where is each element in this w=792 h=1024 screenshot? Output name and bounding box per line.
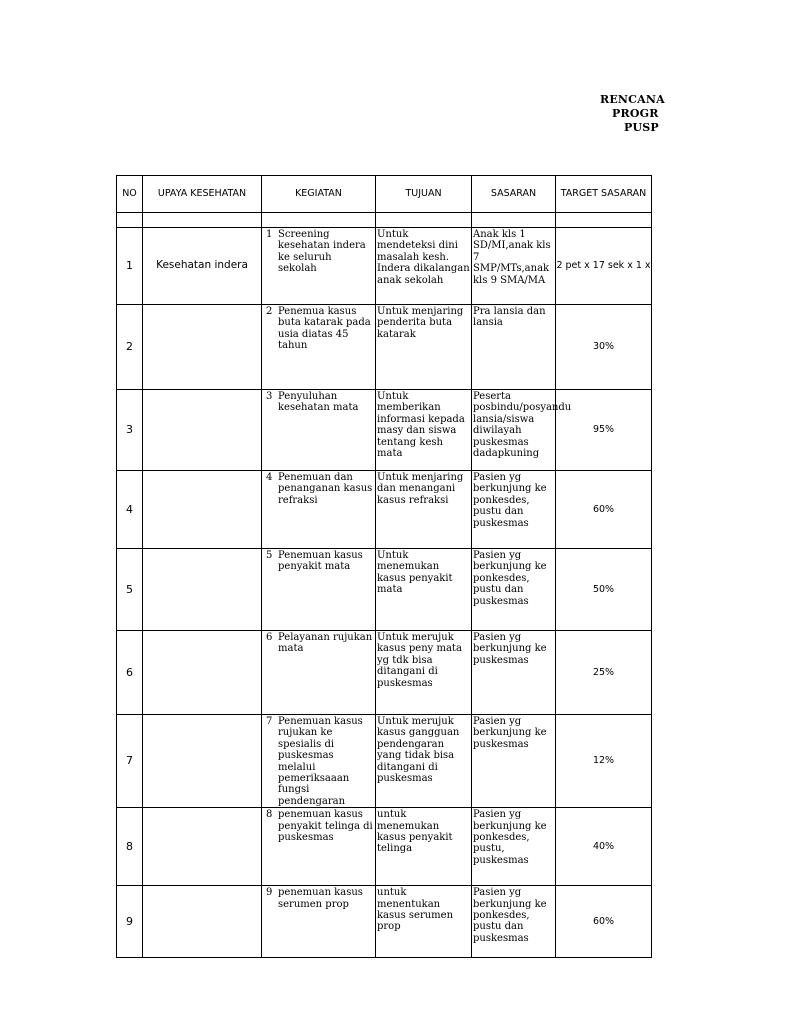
- row-kegiatan: [262, 471, 376, 549]
- sasaran-text: Peserta posbindu/posyandu lansia/siswa diwilayah puskesmas dadapkuning: [473, 391, 572, 460]
- table-row: [117, 549, 652, 631]
- row-target: 60%: [556, 471, 652, 549]
- table-row: [117, 631, 652, 715]
- row-kegiatan: [262, 228, 376, 305]
- row-tujuan: [376, 808, 472, 886]
- kegiatan-text: Pelayanan rujukan mata: [278, 632, 373, 655]
- row-tujuan: [376, 886, 472, 958]
- row-sasaran: [472, 715, 556, 808]
- tujuan-text: Untuk menjaring penderita buta katarak: [377, 306, 464, 340]
- row-kegiatan: [262, 715, 376, 808]
- row-tujuan: [376, 715, 472, 808]
- header-line-1: RENCANA: [600, 93, 665, 106]
- row-sasaran: [472, 228, 556, 305]
- sasaran-text: Pasien yg berkunjung ke ponkesdes, pustu dan puskesmas: [473, 887, 547, 944]
- row-number: 1: [117, 228, 143, 305]
- row-number: 4: [117, 471, 143, 549]
- row-upaya: Kesehatan indera: [143, 228, 262, 305]
- kegiatan-number: 7: [266, 716, 273, 727]
- row-target: 40%: [556, 808, 652, 886]
- row-tujuan: [376, 305, 472, 390]
- table-body: [117, 228, 652, 958]
- table-row: [117, 305, 652, 390]
- kegiatan-text: Penemuan dan penanganan kasus refraksi: [278, 472, 373, 506]
- row-tujuan: [376, 228, 472, 305]
- sasaran-text: Pasien yg berkunjung ke ponkesdes, pustu dan puskesmas: [473, 550, 547, 607]
- row-kegiatan: [262, 549, 376, 631]
- tujuan-text: Untuk merujuk kasus peny mata yg tdk bisa ditangani di puskesmas: [377, 632, 462, 689]
- row-sasaran: [472, 471, 556, 549]
- row-upaya: [143, 631, 262, 715]
- tujuan-text: Untuk menemukan kasus penyakit mata: [377, 550, 453, 596]
- kegiatan-text: Penemuan kasus rujukan ke spesialis di puskesmas melalui pemeriksaaan fungsi pendengaran: [278, 716, 363, 807]
- sasaran-text: Anak kls 1 SD/MI,anak kls 7 SMP/MTs,anak kls 9 SMA/MA: [473, 229, 551, 286]
- row-tujuan: [376, 471, 472, 549]
- row-kegiatan: [262, 631, 376, 715]
- header-line-2: PROGR: [612, 107, 659, 120]
- row-upaya: [143, 471, 262, 549]
- row-kegiatan: [262, 390, 376, 471]
- row-upaya: [143, 808, 262, 886]
- kegiatan-number: 1: [266, 229, 273, 240]
- row-upaya: [143, 715, 262, 808]
- kegiatan-text: Penemua kasus buta katarak pada usia diatas 45 tahun: [278, 306, 371, 352]
- row-tujuan: [376, 631, 472, 715]
- row-kegiatan: [262, 305, 376, 390]
- table-spacer-row: [117, 213, 652, 228]
- kegiatan-text: penemuan kasus penyakit telinga di puskesmas: [278, 809, 373, 844]
- row-upaya: [143, 305, 262, 390]
- table-row: [117, 228, 652, 305]
- tujuan-text: untuk menentukan kasus serumen prop: [377, 887, 454, 933]
- row-target: 30%: [556, 305, 652, 390]
- row-target: 50%: [556, 549, 652, 631]
- table-header-row: [117, 176, 652, 213]
- row-kegiatan: [262, 808, 376, 886]
- column-header-tujuan: TUJUAN: [376, 176, 472, 213]
- activity-plan-table: [116, 175, 652, 958]
- tujuan-text: Untuk memberikan informasi kepada masy dan siswa tentang kesh mata: [377, 391, 465, 460]
- sasaran-text: Pasien yg berkunjung ke puskesmas: [473, 632, 547, 666]
- row-tujuan: [376, 390, 472, 471]
- tujuan-text: Untuk mendeteksi dini masalah kesh. Indera dikalangan anak sekolah: [377, 229, 470, 286]
- row-upaya: [143, 549, 262, 631]
- row-sasaran: [472, 305, 556, 390]
- column-header-no: NO: [117, 176, 143, 213]
- kegiatan-text: Screening kesehatan indera ke seluruh sekolah: [278, 229, 366, 275]
- row-sasaran: [472, 808, 556, 886]
- kegiatan-text: Penyuluhan kesehatan mata: [278, 391, 359, 414]
- sasaran-text: Pasien yg berkunjung ke puskesmas: [473, 716, 547, 750]
- row-number: 5: [117, 549, 143, 631]
- kegiatan-number: 8: [266, 809, 273, 821]
- column-header-upaya: UPAYA KESEHATAN: [143, 176, 262, 213]
- row-upaya: [143, 390, 262, 471]
- row-sasaran: [472, 631, 556, 715]
- column-header-target: TARGET SASARAN: [556, 176, 652, 213]
- table-row: [117, 471, 652, 549]
- column-header-kegiatan: KEGIATAN: [262, 176, 376, 213]
- column-header-sasaran: SASARAN: [472, 176, 556, 213]
- row-tujuan: [376, 549, 472, 631]
- header-line-3: PUSP: [624, 121, 659, 134]
- row-target: 12%: [556, 715, 652, 808]
- kegiatan-text: penemuan kasus serumen prop: [278, 887, 363, 910]
- row-sasaran: [472, 886, 556, 958]
- row-number: 2: [117, 305, 143, 390]
- row-number: 8: [117, 808, 143, 886]
- row-upaya: [143, 886, 262, 958]
- row-target: 25%: [556, 631, 652, 715]
- tujuan-text: Untuk merujuk kasus gangguan pendengaran yang tidak bisa ditangani di puskesmas: [377, 716, 460, 785]
- kegiatan-number: 4: [266, 472, 273, 483]
- row-number: 7: [117, 715, 143, 808]
- row-number: 3: [117, 390, 143, 471]
- table-row: [117, 886, 652, 958]
- kegiatan-number: 6: [266, 632, 273, 643]
- table-row: [117, 715, 652, 808]
- table-row: [117, 808, 652, 886]
- row-target: 2 pet x 17 sek x 1 x: [556, 228, 652, 305]
- sasaran-text: Pasien yg berkunjung ke ponkesdes, pustu, puskesmas: [473, 809, 547, 866]
- row-sasaran: [472, 549, 556, 631]
- kegiatan-number: 5: [266, 550, 273, 561]
- kegiatan-number: 9: [266, 887, 273, 899]
- tujuan-text: untuk menemukan kasus penyakit telinga: [377, 809, 453, 855]
- row-number: 6: [117, 631, 143, 715]
- tujuan-text: Untuk menjaring dan menangani kasus refraksi: [377, 472, 464, 506]
- sasaran-text: Pasien yg berkunjung ke ponkesdes, pustu dan puskesmas: [473, 472, 547, 529]
- kegiatan-number: 3: [266, 391, 273, 402]
- row-number: 9: [117, 886, 143, 958]
- row-target: 95%: [556, 390, 652, 471]
- row-kegiatan: [262, 886, 376, 958]
- row-target: 60%: [556, 886, 652, 958]
- sasaran-text: Pra lansia dan lansia: [473, 306, 546, 329]
- kegiatan-text: Penemuan kasus penyakit mata: [278, 550, 363, 573]
- table-row: [117, 390, 652, 471]
- row-sasaran: [472, 390, 572, 471]
- kegiatan-number: 2: [266, 306, 273, 317]
